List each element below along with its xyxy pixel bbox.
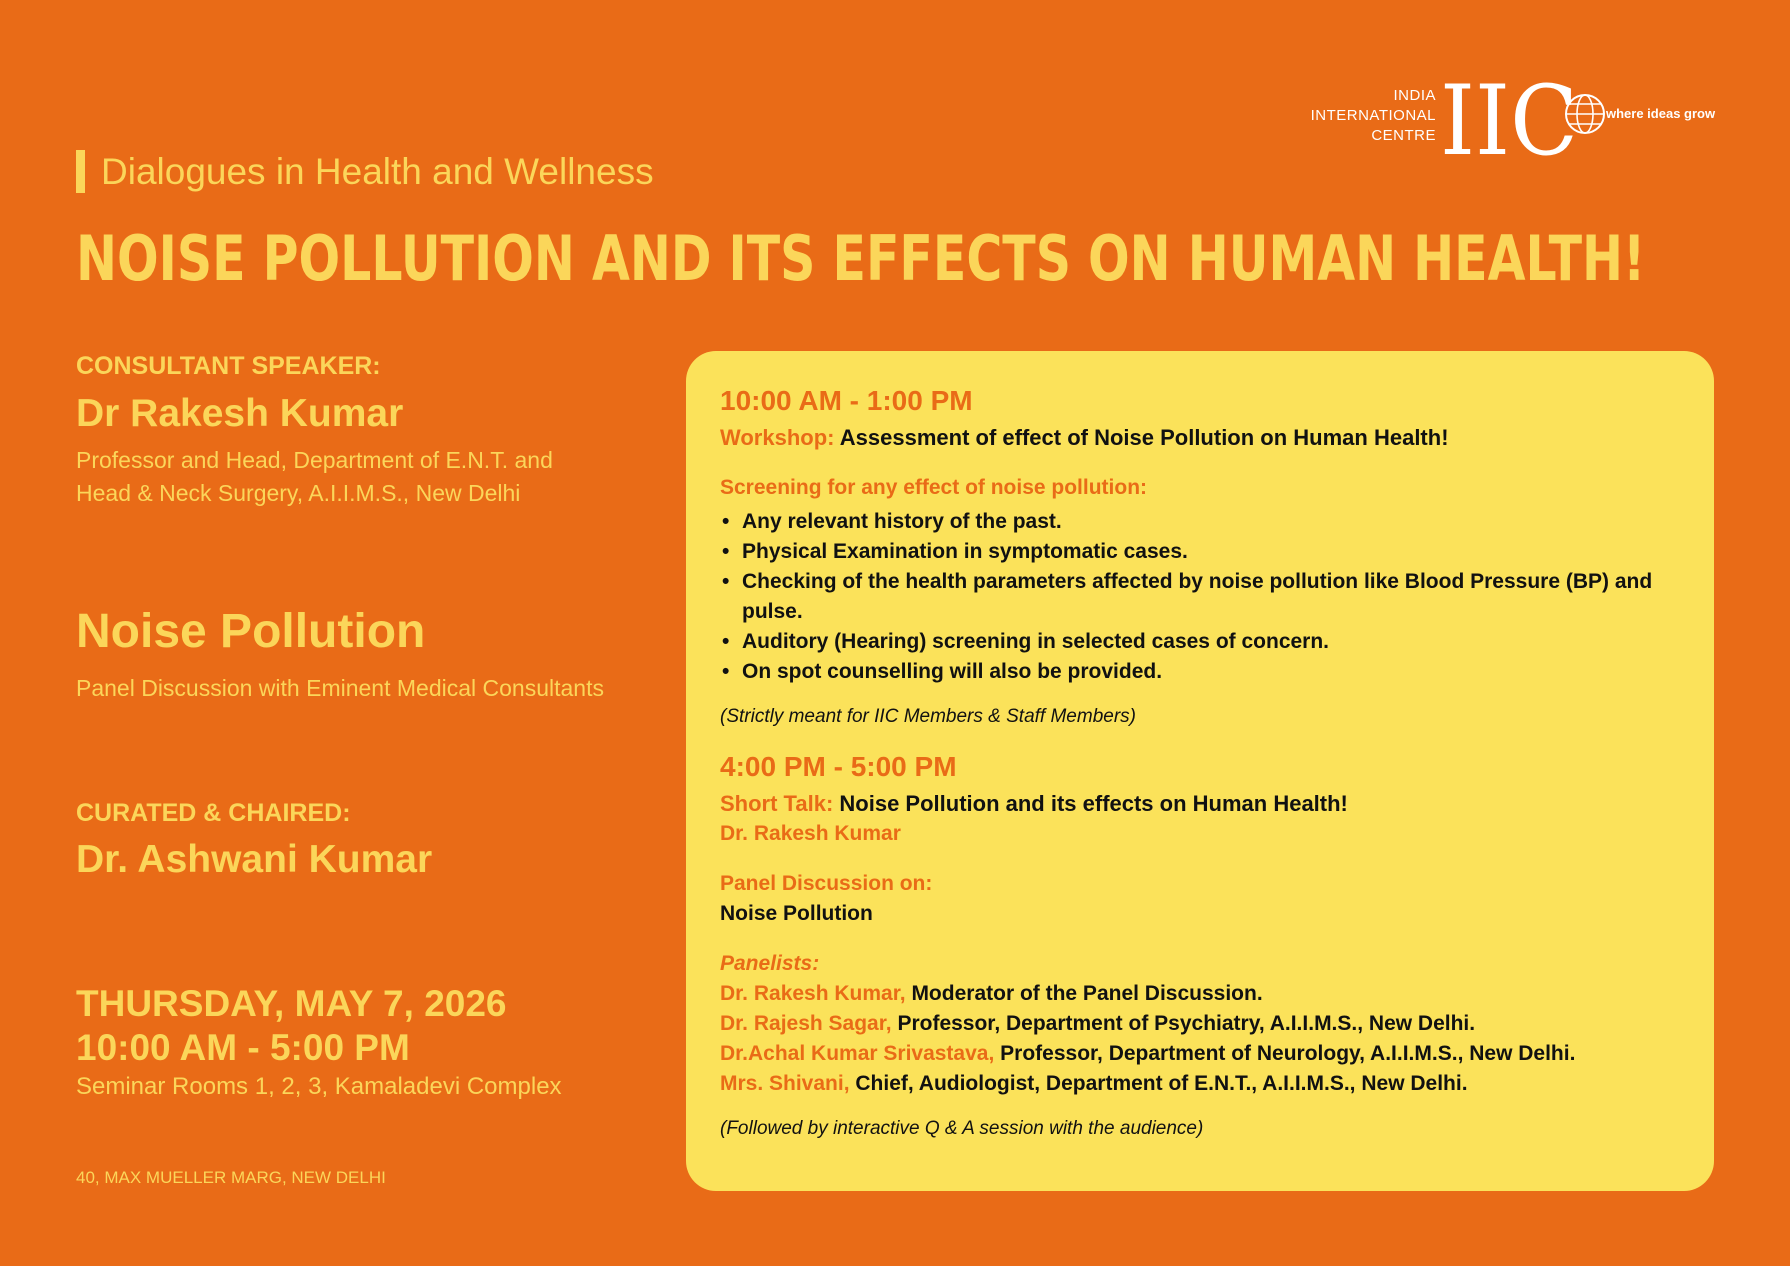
panelist-role: Professor, Department of Neurology, A.I.I.M.S., New Delhi.	[1000, 1042, 1576, 1065]
session-2-speaker: Dr. Rakesh Kumar	[720, 822, 901, 845]
schedule-card	[686, 351, 1714, 1191]
closing-note: (Followed by interactive Q & A session with the audience)	[720, 1118, 1204, 1139]
event-address: 40, MAX MUELLER MARG, NEW DELHI	[76, 1168, 386, 1187]
speaker-label: CONSULTANT SPEAKER:	[76, 352, 381, 380]
chair-label: CURATED & CHAIRED:	[76, 799, 351, 827]
logo-wordmark	[1311, 86, 1436, 146]
event-date: THURSDAY, MAY 7, 2026	[76, 983, 507, 1024]
logo-line-2: INTERNATIONAL	[1310, 107, 1436, 124]
session-2-line	[720, 789, 1682, 819]
series-title: Dialogues in Health and Wellness	[101, 150, 654, 192]
list-item: • Any relevant history of the past.	[742, 507, 1682, 537]
panelist-row	[720, 1069, 1682, 1099]
list-item: • Auditory (Hearing) screening in selected cases of concern.	[742, 627, 1682, 657]
topic-title: Noise Pollution	[76, 605, 426, 658]
panelist-row	[720, 1009, 1682, 1039]
panel-topic: Noise Pollution	[720, 902, 873, 925]
panelist-role: Chief, Audiologist, Department of E.N.T., A.I.I.M.S., New Delhi.	[855, 1072, 1468, 1095]
event-title: NOISE POLLUTION AND ITS EFFECTS ON HUMAN HEALTH!	[76, 222, 1646, 295]
panelist-role: Professor, Department of Psychiatry, A.I.I.M.S., New Delhi.	[897, 1012, 1476, 1035]
list-item: • Checking of the health parameters affected by noise pollution like Blood Pressure (BP) and pulse.	[742, 567, 1682, 627]
iic-logo	[1300, 70, 1720, 170]
logo-tagline: where ideas grow	[1606, 106, 1716, 121]
list-item: • Physical Examination in symptomatic cases.	[742, 537, 1682, 567]
speaker-description	[76, 444, 553, 510]
panelist-role: Moderator of the Panel Discussion.	[911, 982, 1263, 1005]
session-1-time: 10:00 AM - 1:00 PM	[720, 385, 973, 416]
speaker-desc-line: Head & Neck Surgery, A.I.I.M.S., New Delhi	[76, 480, 521, 506]
panelist-name: Dr.Achal Kumar Srivastava,	[720, 1042, 995, 1065]
panelist-row	[720, 979, 1682, 1009]
panelists-heading: Panelists:	[720, 952, 820, 975]
logo-line-1: INDIA	[1393, 87, 1436, 104]
list-item: • On spot counselling will also be provided.	[742, 657, 1682, 687]
panelist-name: Dr. Rajesh Sagar,	[720, 1012, 892, 1035]
session-1-label: Workshop:	[720, 425, 835, 450]
event-time: 10:00 AM - 5:00 PM	[76, 1027, 410, 1068]
session-2-time: 4:00 PM - 5:00 PM	[720, 751, 957, 782]
series-heading	[76, 150, 654, 193]
logo-line-3: CENTRE	[1371, 127, 1436, 144]
session-1-line	[720, 423, 1682, 453]
panelist-name: Mrs. Shivani,	[720, 1072, 850, 1095]
session-1-text: Assessment of effect of Noise Pollution on Human Health!	[839, 425, 1449, 450]
chair-name: Dr. Ashwani Kumar	[76, 838, 433, 881]
screening-list	[720, 507, 1682, 687]
speaker-name: Dr Rakesh Kumar	[76, 392, 404, 435]
panel-heading: Panel Discussion on:	[720, 872, 933, 895]
topic-subtitle: Panel Discussion with Eminent Medical Consultants	[76, 675, 604, 701]
panelist-name: Dr. Rakesh Kumar,	[720, 982, 906, 1005]
session-2-text: Noise Pollution and its effects on Human Health!	[839, 791, 1348, 816]
panelist-row	[720, 1039, 1682, 1069]
session-2-label: Short Talk:	[720, 791, 834, 816]
event-venue: Seminar Rooms 1, 2, 3, Kamaladevi Complex	[76, 1073, 562, 1100]
session-1-note: (Strictly meant for IIC Members & Staff Members)	[720, 706, 1136, 727]
svg-text:IIC: IIC	[1440, 70, 1578, 160]
logo-mark-icon	[1440, 70, 1610, 160]
screening-heading: Screening for any effect of noise pollution:	[720, 476, 1148, 499]
speaker-desc-line: Professor and Head, Department of E.N.T. and	[76, 447, 553, 473]
accent-bar	[76, 150, 85, 193]
